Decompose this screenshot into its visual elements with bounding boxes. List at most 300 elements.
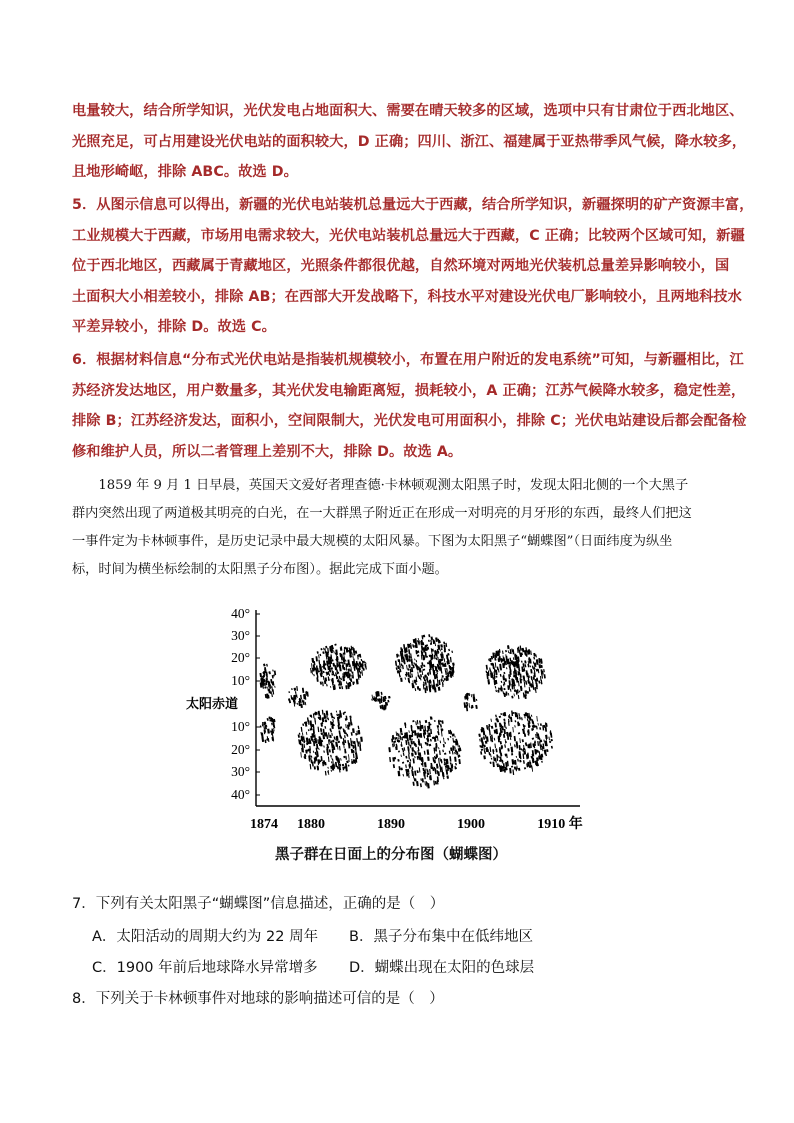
- sunspot-mark: [352, 672, 353, 674]
- sunspot-mark: [445, 753, 446, 755]
- sunspot-mark: [267, 681, 268, 683]
- sunspot-mark: [405, 649, 406, 654]
- sunspot-mark: [260, 726, 261, 728]
- sunspot-mark: [357, 668, 358, 673]
- sunspot-mark: [299, 735, 300, 738]
- sunspot-mark: [541, 755, 542, 760]
- sunspot-mark: [431, 729, 432, 734]
- sunspot-mark: [438, 732, 439, 735]
- sunspot-mark: [537, 685, 538, 690]
- sunspot-mark: [415, 743, 416, 746]
- sunspot-mark: [537, 659, 538, 664]
- sunspot-mark: [398, 666, 399, 669]
- sunspot-mark: [354, 650, 355, 652]
- sunspot-mark: [519, 723, 520, 726]
- sunspot-mark: [354, 664, 355, 669]
- sunspot-mark: [332, 716, 333, 718]
- sunspot-mark: [323, 682, 324, 687]
- sunspot-mark: [541, 665, 542, 668]
- sunspot-mark: [396, 667, 397, 669]
- sunspot-mark: [445, 678, 446, 680]
- sunspot-mark: [539, 756, 540, 760]
- sunspot-mark: [302, 744, 303, 747]
- sunspot-mark: [524, 725, 525, 727]
- sunspot-mark: [439, 763, 440, 765]
- sunspot-mark: [297, 703, 298, 705]
- sunspot-mark: [409, 750, 410, 754]
- sunspot-mark: [314, 741, 315, 746]
- sunspot-mark: [551, 739, 552, 741]
- question-7-option-a[interactable]: A．太阳活动的周期大约为 22 周年: [92, 929, 319, 945]
- sunspot-mark: [486, 671, 487, 673]
- sunspot-mark: [307, 743, 308, 745]
- sunspot-mark: [515, 767, 516, 770]
- sunspot-mark: [508, 761, 509, 766]
- sunspot-mark: [512, 696, 513, 699]
- sunspot-marks: [260, 634, 552, 788]
- sunspot-mark: [417, 756, 418, 760]
- sunspot-mark: [265, 683, 266, 686]
- sunspot-mark: [390, 757, 391, 762]
- sunspot-mark: [518, 648, 519, 653]
- sunspot-mark: [302, 700, 303, 703]
- sunspot-mark: [508, 748, 509, 751]
- sunspot-mark: [459, 745, 460, 747]
- sunspot-mark: [264, 730, 265, 735]
- sunspot-mark: [322, 710, 323, 715]
- sunspot-mark: [445, 647, 446, 653]
- sunspot-mark: [361, 659, 362, 661]
- sunspot-mark: [378, 699, 379, 702]
- sunspot-mark: [529, 723, 530, 728]
- sunspot-mark: [504, 659, 505, 661]
- sunspot-mark: [430, 655, 431, 657]
- sunspot-mark: [405, 677, 406, 679]
- sunspot-mark: [350, 716, 351, 718]
- sunspot-mark: [510, 666, 511, 670]
- sunspot-mark: [530, 717, 531, 721]
- sunspot-mark: [410, 759, 411, 761]
- butterfly-diagram: [180, 600, 600, 870]
- sunspot-mark: [441, 767, 442, 770]
- sunspot-mark: [348, 683, 349, 685]
- sunspot-mark: [412, 753, 413, 756]
- sunspot-mark: [494, 671, 495, 675]
- sunspot-mark: [465, 702, 466, 707]
- sunspot-mark: [436, 781, 437, 784]
- sunspot-mark: [330, 735, 331, 738]
- sunspot-mark: [404, 660, 405, 664]
- sunspot-mark: [528, 678, 529, 683]
- sunspot-mark: [486, 735, 487, 739]
- sunspot-mark: [267, 696, 268, 698]
- sunspot-mark: [453, 663, 454, 666]
- sunspot-mark: [428, 757, 429, 761]
- sunspot-mark: [510, 649, 511, 654]
- sunspot-mark: [505, 744, 506, 747]
- sunspot-mark: [510, 714, 511, 719]
- sunspot-mark: [540, 664, 541, 668]
- sunspot-mark: [267, 664, 268, 667]
- sunspot-mark: [342, 686, 343, 689]
- sunspot-mark: [437, 672, 438, 674]
- sunspot-mark: [328, 746, 329, 748]
- sunspot-mark: [302, 732, 303, 735]
- sunspot-mark: [418, 675, 419, 677]
- sunspot-mark: [413, 685, 414, 687]
- sunspot-mark: [466, 694, 467, 699]
- sunspot-mark: [420, 726, 421, 731]
- sunspot-mark: [433, 737, 434, 739]
- sunspot-mark: [350, 651, 351, 655]
- sunspot-mark: [441, 644, 442, 647]
- sunspot-mark: [498, 764, 499, 768]
- sunspot-mark: [426, 742, 427, 744]
- sunspot-mark: [452, 765, 453, 769]
- sunspot-mark: [299, 733, 300, 735]
- sunspot-mark: [359, 730, 360, 733]
- sunspot-mark: [412, 661, 413, 666]
- sunspot-mark: [456, 763, 457, 765]
- sunspot-mark: [449, 649, 450, 651]
- sunspot-mark: [547, 749, 548, 752]
- sunspot-mark: [469, 703, 470, 708]
- sunspot-mark: [516, 756, 517, 758]
- sunspot-mark: [521, 653, 522, 657]
- text-line: 6．根据材料信息“分布式光伏电站是指装机规模较小，布置在用户附近的发电系统”可知，与新疆相比，江: [72, 352, 744, 368]
- sunspot-mark: [317, 749, 318, 753]
- sunspot-mark: [334, 685, 335, 690]
- sunspot-mark: [527, 754, 528, 758]
- sunspot-mark: [301, 752, 302, 757]
- sunspot-mark: [495, 663, 496, 668]
- sunspot-mark: [421, 665, 422, 667]
- sunspot-mark: [435, 737, 436, 742]
- sunspot-mark: [490, 669, 491, 672]
- question-7-option-d[interactable]: D．蝴蝶出现在太阳的色球层: [349, 960, 535, 976]
- sunspot-mark: [508, 650, 509, 653]
- sunspot-mark: [500, 747, 501, 752]
- sunspot-mark: [437, 639, 438, 641]
- sunspot-mark: [332, 722, 333, 726]
- sunspot-mark: [425, 675, 426, 678]
- sunspot-mark: [380, 705, 381, 708]
- sunspot-mark: [405, 733, 406, 739]
- sunspot-mark: [500, 716, 501, 718]
- sunspot-mark: [328, 652, 329, 656]
- sunspot-mark: [501, 723, 502, 727]
- sunspot-mark: [411, 645, 412, 649]
- sunspot-mark: [346, 682, 347, 685]
- sunspot-mark: [319, 748, 320, 750]
- sunspot-mark: [321, 682, 322, 685]
- sunspot-mark: [513, 657, 514, 660]
- sunspot-mark: [456, 741, 457, 746]
- sunspot-mark: [430, 669, 431, 675]
- sunspot-mark: [487, 665, 488, 670]
- sunspot-mark: [337, 714, 338, 716]
- sunspot-mark: [350, 669, 351, 671]
- sunspot-mark: [327, 672, 328, 675]
- sunspot-mark: [307, 692, 308, 697]
- sunspot-mark: [328, 751, 329, 755]
- sunspot-mark: [295, 688, 296, 691]
- sunspot-mark: [309, 756, 310, 761]
- sunspot-mark: [349, 754, 350, 759]
- sunspot-mark: [440, 649, 441, 651]
- sunspot-mark: [416, 650, 417, 654]
- sunspot-mark: [469, 693, 470, 696]
- sunspot-mark: [522, 667, 523, 672]
- sunspot-mark: [338, 717, 339, 722]
- sunspot-mark: [488, 749, 489, 752]
- sunspot-mark: [358, 726, 359, 729]
- sunspot-mark: [510, 734, 511, 738]
- sunspot-mark: [265, 687, 266, 689]
- sunspot-mark: [423, 778, 424, 782]
- sunspot-mark: [486, 741, 487, 744]
- sunspot-mark: [394, 741, 395, 746]
- sunspot-mark: [324, 663, 325, 667]
- sunspot-mark: [311, 668, 312, 673]
- text-line: 平差异较小，排除 D。故选 C。: [72, 319, 276, 336]
- sunspot-mark: [412, 667, 413, 672]
- sunspot-mark: [546, 727, 547, 732]
- sunspot-mark: [380, 698, 381, 703]
- sunspot-mark: [528, 729, 529, 734]
- sunspot-mark: [372, 699, 373, 701]
- sunspot-mark: [506, 692, 507, 695]
- sunspot-mark: [472, 705, 473, 708]
- sunspot-mark: [500, 766, 501, 770]
- sunspot-mark: [421, 734, 422, 737]
- sunspot-mark: [422, 646, 423, 651]
- sunspot-mark: [494, 738, 495, 741]
- sunspot-mark: [352, 749, 353, 753]
- sunspot-mark: [332, 659, 333, 661]
- sunspot-mark: [406, 765, 407, 768]
- sunspot-mark: [263, 672, 264, 674]
- sunspot-mark: [402, 733, 403, 735]
- sunspot-mark: [453, 667, 454, 669]
- sunspot-mark: [378, 691, 379, 696]
- sunspot-mark: [266, 725, 267, 729]
- sunspot-mark: [334, 717, 335, 719]
- sunspot-mark: [430, 724, 431, 726]
- sunspot-mark: [424, 669, 425, 671]
- sunspot-mark: [430, 690, 431, 693]
- sunspot-mark: [531, 669, 532, 673]
- sunspot-mark: [399, 671, 400, 676]
- sunspot-mark: [290, 700, 291, 703]
- sunspot-mark: [414, 641, 415, 643]
- sunspot-mark: [528, 675, 529, 678]
- sunspot-mark: [501, 747, 502, 749]
- sunspot-mark: [504, 672, 505, 674]
- sunspot-mark: [409, 773, 410, 777]
- sunspot-mark: [328, 677, 329, 681]
- sunspot-mark: [419, 688, 420, 691]
- sunspot-mark: [471, 694, 472, 697]
- sunspot-mark: [422, 651, 423, 656]
- sunspot-mark: [262, 682, 263, 687]
- sunspot-mark: [311, 758, 312, 763]
- sunspot-mark: [328, 665, 329, 670]
- sunspot-mark: [427, 770, 428, 772]
- sunspot-mark: [319, 655, 320, 659]
- sunspot-mark: [537, 732, 538, 736]
- sunspot-mark: [322, 672, 323, 675]
- sunspot-mark: [320, 738, 321, 742]
- sunspot-mark: [319, 759, 320, 763]
- sunspot-mark: [538, 723, 539, 726]
- sunspot-mark: [489, 726, 490, 731]
- sunspot-mark: [358, 742, 359, 744]
- sunspot-mark: [348, 726, 349, 729]
- sunspot-mark: [515, 744, 516, 747]
- sunspot-mark: [291, 695, 292, 699]
- sunspot-mark: [365, 664, 366, 668]
- sunspot-mark: [508, 685, 509, 690]
- sunspot-mark: [404, 644, 405, 649]
- sunspot-mark: [327, 661, 328, 665]
- sunspot-mark: [520, 738, 521, 743]
- question-7-option-b[interactable]: B．黑子分布集中在低纬地区: [349, 929, 533, 945]
- sunspot-mark: [294, 700, 295, 703]
- sunspot-mark: [424, 655, 425, 659]
- sunspot-mark: [419, 767, 420, 772]
- sunspot-mark: [333, 740, 334, 743]
- sunspot-mark: [337, 766, 338, 769]
- sunspot-mark: [352, 675, 353, 679]
- sunspot-mark: [506, 762, 507, 767]
- sunspot-mark: [429, 634, 430, 637]
- sunspot-mark: [510, 768, 511, 773]
- sunspot-mark: [515, 671, 516, 674]
- sunspot-mark: [533, 662, 534, 665]
- sunspot-mark: [525, 664, 526, 667]
- sunspot-mark: [437, 653, 438, 657]
- sunspot-mark: [413, 665, 414, 668]
- sunspot-mark: [491, 758, 492, 760]
- sunspot-mark: [510, 664, 511, 666]
- sunspot-mark: [519, 647, 520, 652]
- sunspot-mark: [373, 698, 374, 700]
- sunspot-mark: [515, 720, 516, 722]
- sunspot-mark: [489, 659, 490, 661]
- sunspot-mark: [455, 746, 456, 749]
- sunspot-mark: [418, 672, 419, 676]
- sunspot-mark: [428, 673, 429, 675]
- sunspot-mark: [274, 675, 275, 677]
- sunspot-mark: [510, 662, 511, 664]
- sunspot-mark: [425, 781, 426, 785]
- sunspot-mark: [304, 694, 305, 698]
- equator-label: 太阳赤道: [186, 696, 239, 711]
- sunspot-mark: [497, 729, 498, 734]
- sunspot-mark: [421, 674, 422, 677]
- sunspot-mark: [415, 688, 416, 691]
- sunspot-mark: [409, 678, 410, 683]
- sunspot-mark: [426, 653, 427, 658]
- sunspot-mark: [426, 678, 427, 680]
- sunspot-mark: [410, 735, 411, 741]
- sunspot-mark: [537, 762, 538, 767]
- sunspot-mark: [409, 659, 410, 662]
- sunspot-mark: [328, 767, 329, 769]
- sunspot-mark: [448, 660, 449, 664]
- sunspot-mark: [313, 658, 314, 662]
- question-7-option-c[interactable]: C．1900 年前后地球降水异常增多: [92, 960, 318, 976]
- sunspot-mark: [509, 674, 510, 679]
- sunspot-mark: [416, 680, 417, 682]
- sunspot-mark: [545, 742, 546, 746]
- sunspot-mark: [339, 741, 340, 743]
- sunspot-mark: [409, 772, 410, 774]
- sunspot-mark: [343, 767, 344, 771]
- sunspot-mark: [455, 736, 456, 738]
- sunspot-mark: [426, 720, 427, 723]
- sunspot-mark: [431, 739, 432, 742]
- sunspot-mark: [534, 673, 535, 678]
- sunspot-mark: [496, 715, 497, 718]
- sunspot-mark: [342, 658, 343, 661]
- sunspot-mark: [514, 685, 515, 689]
- sunspot-mark: [295, 691, 296, 694]
- sunspot-mark: [528, 744, 529, 748]
- sunspot-mark: [323, 671, 324, 673]
- sunspot-mark: [532, 728, 533, 731]
- sunspot-mark: [523, 729, 524, 734]
- sunspot-mark: [540, 727, 541, 729]
- sunspot-mark: [338, 679, 339, 682]
- sunspot-mark: [402, 737, 403, 740]
- sunspot-mark: [538, 741, 539, 746]
- sunspot-mark: [435, 643, 436, 646]
- sunspot-mark: [502, 726, 503, 730]
- sunspot-mark: [544, 674, 545, 678]
- sunspot-mark: [403, 762, 404, 764]
- sunspot-mark: [425, 774, 426, 779]
- sunspot-mark: [506, 650, 507, 652]
- sunspot-mark: [305, 740, 306, 742]
- sunspot-mark: [419, 755, 420, 760]
- y-tick-label: 10°: [231, 719, 250, 734]
- sunspot-mark: [421, 779, 422, 781]
- sunspot-mark: [330, 647, 331, 652]
- sunspot-mark: [351, 738, 352, 743]
- sunspot-mark: [431, 681, 432, 683]
- sunspot-mark: [302, 736, 303, 741]
- sunspot-mark: [426, 646, 427, 651]
- sunspot-mark: [352, 759, 353, 763]
- sunspot-mark: [406, 647, 407, 651]
- sunspot-mark: [439, 747, 440, 749]
- sunspot-mark: [546, 754, 547, 756]
- sunspot-mark: [344, 712, 345, 714]
- sunspot-mark: [503, 676, 504, 681]
- answer-5-text: [72, 190, 754, 343]
- sunspot-mark: [529, 744, 530, 749]
- sunspot-mark: [337, 664, 338, 667]
- sunspot-mark: [524, 751, 525, 755]
- text-line: 1859 年 9 月 1 日早晨，英国天文爱好者理查德·卡林顿观测太阳黑子时，发现太阳北侧的一个大黑子: [72, 478, 689, 493]
- sunspot-mark: [505, 739, 506, 744]
- sunspot-mark: [539, 751, 540, 755]
- sunspot-mark: [361, 737, 362, 742]
- sunspot-mark: [428, 726, 429, 731]
- sunspot-mark: [413, 782, 414, 786]
